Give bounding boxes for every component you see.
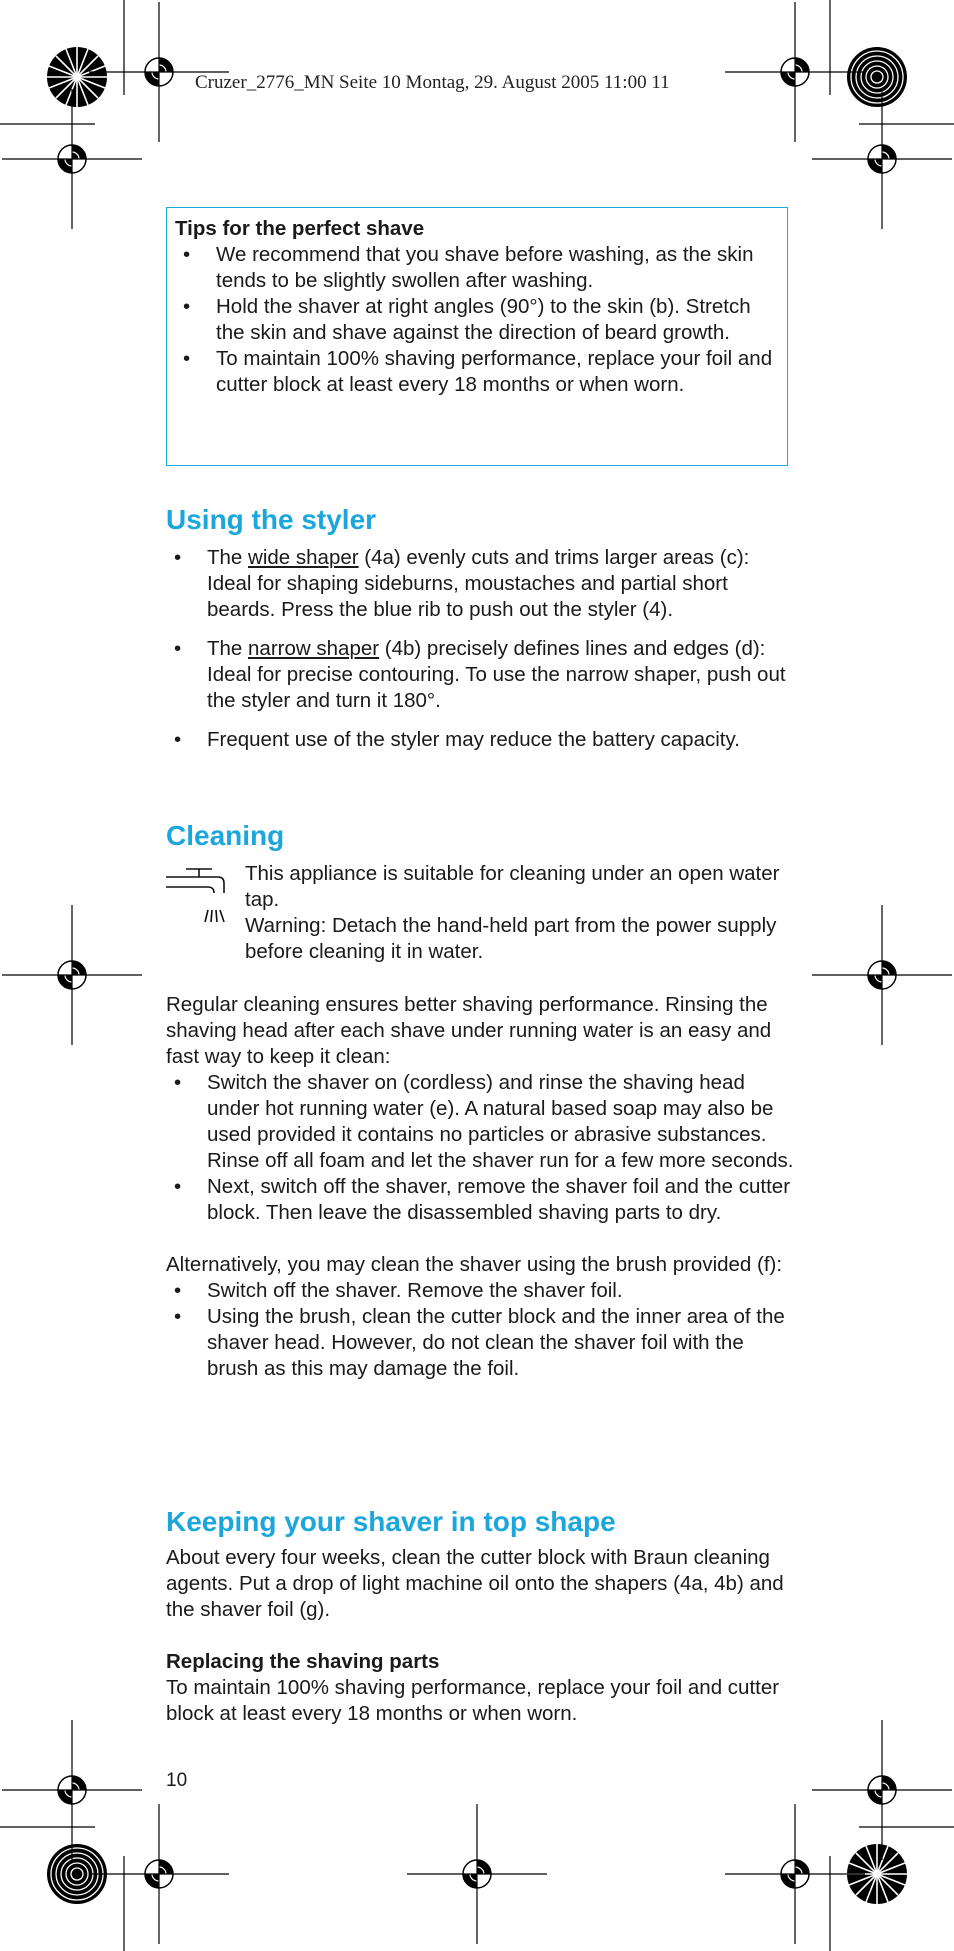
- list-item: • Using the brush, clean the cutter block and the inner area of the shaver head. However, do not clean the shaver foil with the brush as this may damage the foil.: [174, 1305, 785, 1380]
- styler-list: [166, 545, 796, 753]
- keeping-body: [166, 1545, 796, 1727]
- cleaning-intro: Regular cleaning ensures better shaving performance. Rinsing the shaving head after each shave under running water is an easy and fast way to keep it clean:: [166, 993, 772, 1068]
- replacing-heading: Replacing the shaving parts: [166, 1650, 440, 1673]
- list-item: • Switch off the shaver. Remove the shaver foil.: [174, 1279, 623, 1302]
- list-item: • The wide shaper (4a) evenly cuts and trims larger areas (c): Ideal for shaping sideburns, moustaches and partial short beards. Press the blue rib to push out the styler (4).: [174, 546, 750, 621]
- tips-title: Tips for the perfect shave: [175, 217, 425, 240]
- water-tap-icon: [166, 866, 230, 930]
- list-item: • Hold the shaver at right angles (90°) to the skin (b). Stretch the skin and shave against the direction of beard growth.: [183, 295, 751, 344]
- list-item: • To maintain 100% shaving performance, replace your foil and cutter block at least every 18 months or when worn.: [183, 347, 773, 396]
- print-slug: Cruzer_2776_MN Seite 10 Montag, 29. August 2005 11:00 11: [195, 72, 670, 93]
- cleaning-alt-intro: Alternatively, you may clean the shaver using the brush provided (f):: [166, 1253, 783, 1276]
- cleaning-alt-list: [166, 1278, 796, 1382]
- cleaning-list: [166, 1070, 796, 1226]
- tips-box: [166, 207, 788, 466]
- keeping-text: About every four weeks, clean the cutter block with Braun cleaning agents. Put a drop of light machine oil onto the shapers (4a, 4b) and the shaver foil (g).: [166, 1546, 784, 1621]
- tips-list: [175, 242, 779, 398]
- warning-text: Warning: Detach the hand-held part from the power supply before cleaning it in water.: [245, 914, 777, 963]
- tap-cleaning-note: [245, 861, 795, 965]
- section-heading-keeping: Keeping your shaver in top shape: [166, 1506, 616, 1537]
- section-heading-cleaning: Cleaning: [166, 820, 285, 851]
- replacing-text: To maintain 100% shaving performance, replace your foil and cutter block at least every 18 months or when worn.: [166, 1676, 780, 1725]
- list-item: • Frequent use of the styler may reduce the battery capacity.: [174, 728, 740, 751]
- list-item: • The narrow shaper (4b) precisely defines lines and edges (d): Ideal for precise contouring. To use the narrow shaper, push out the styler and turn it 180°.: [174, 637, 786, 712]
- tap-text: This appliance is suitable for cleaning under an open water tap.: [245, 862, 780, 911]
- page-number: 10: [166, 1770, 188, 1791]
- narrow-shaper-term: narrow shaper: [248, 637, 380, 660]
- list-item: • Next, switch off the shaver, remove the shaver foil and the cutter block. Then leave the disassembled shaving parts to dry.: [174, 1175, 791, 1224]
- list-item: • We recommend that you shave before washing, as the skin tends to be slightly swollen after washing.: [183, 243, 754, 292]
- styler-section: [166, 545, 796, 766]
- section-heading-styler: Using the styler: [166, 504, 377, 535]
- list-item: • Switch the shaver on (cordless) and rinse the shaving head under hot running water (e). A natural based soap may also be used provided it contains no particles or abrasive substances. Rinse off all foam and let the shaver run for a few more seconds.: [174, 1071, 794, 1172]
- wide-shaper-term: wide shaper: [248, 546, 359, 569]
- cleaning-body: [166, 992, 796, 1382]
